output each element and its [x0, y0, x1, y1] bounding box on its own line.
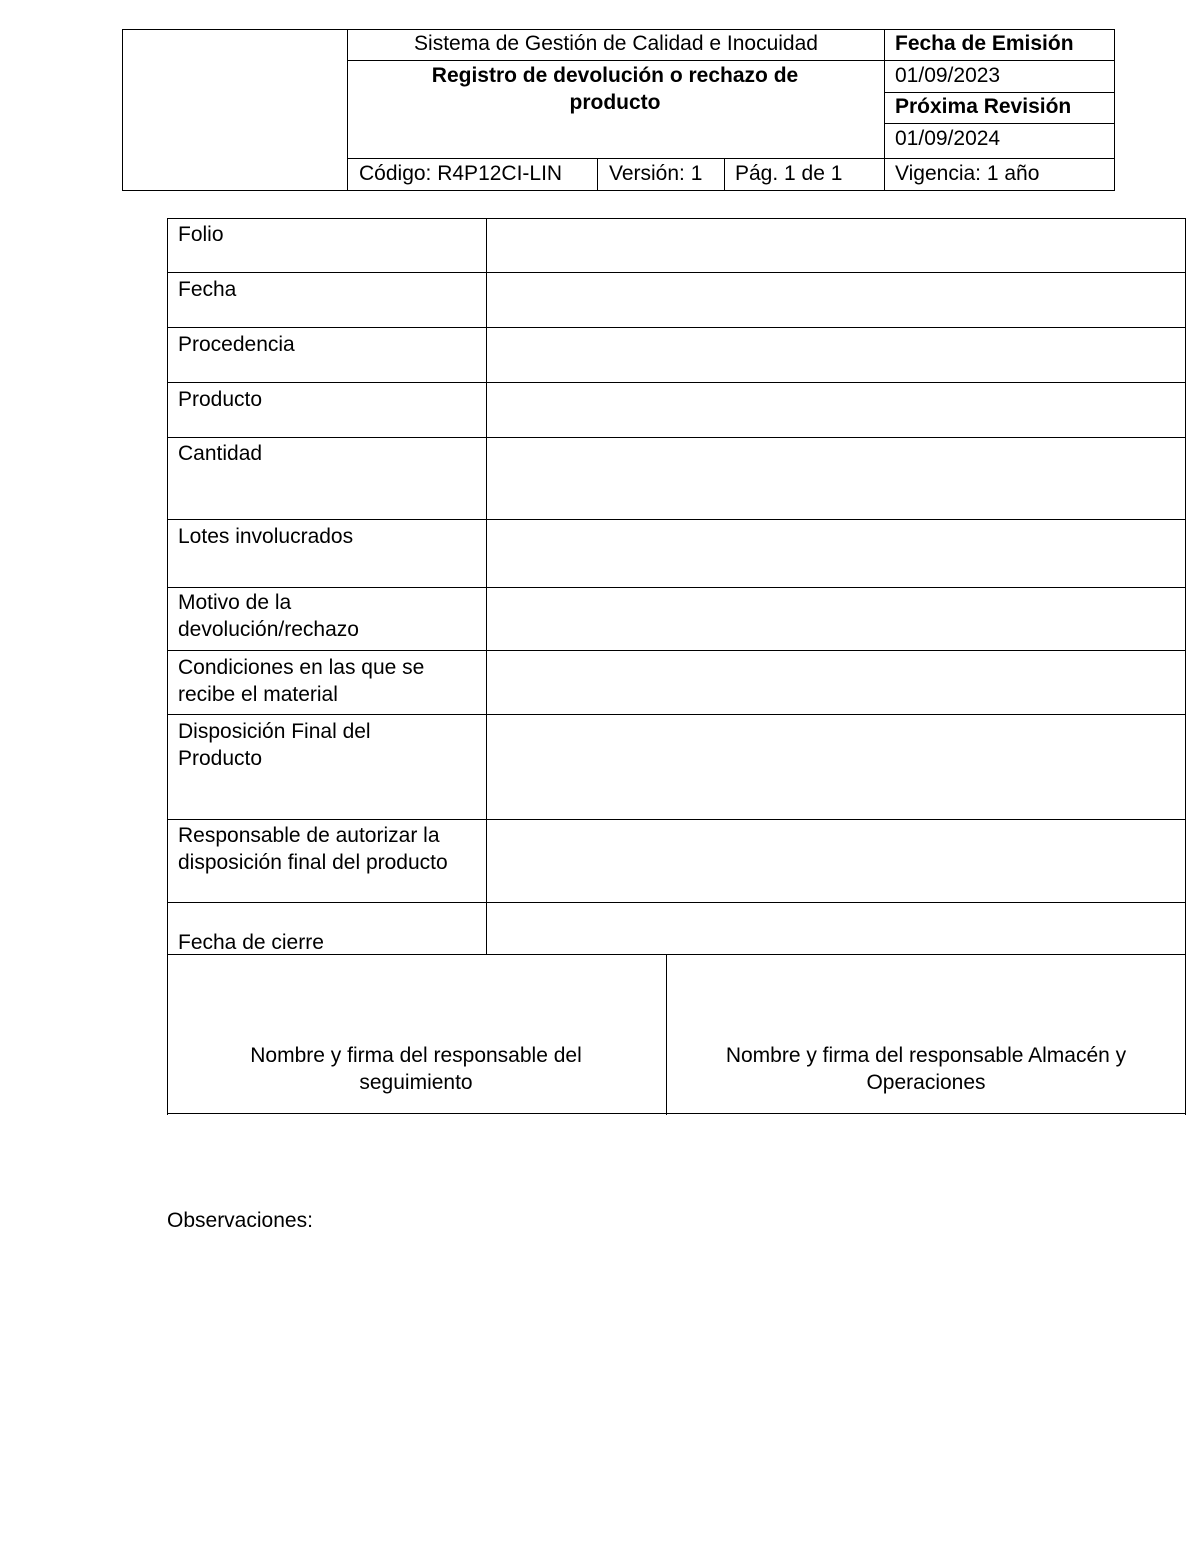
next-review-label: Próxima Revisión: [895, 95, 1072, 118]
field-label-folio: Folio: [178, 223, 224, 246]
field-value-producto[interactable]: [488, 384, 1184, 436]
emission-date: 01/09/2023: [895, 64, 1001, 87]
observations-label: Observaciones:: [167, 1209, 313, 1232]
field-label-lotes: Lotes involucrados: [178, 525, 354, 548]
field-value-fecha-cierre[interactable]: [488, 904, 1184, 953]
field-label-responsable: Responsable de autorizar la disposición final del producto: [178, 824, 448, 874]
document-title: Registro de devolución o rechazo de producto: [431, 64, 799, 114]
signature-right-label: Nombre y firma del responsable Almacén y Operaciones: [725, 1044, 1127, 1094]
next-review-date: 01/09/2024: [895, 127, 1001, 150]
field-label-producto: Producto: [178, 388, 263, 411]
system-name: Sistema de Gestión de Calidad e Inocuidad: [414, 32, 818, 55]
logo-placeholder: [124, 31, 346, 189]
document-version: Versión: 1: [609, 162, 703, 185]
field-value-fecha[interactable]: [488, 274, 1184, 326]
field-value-responsable[interactable]: [488, 821, 1184, 901]
page-number: Pág. 1 de 1: [735, 162, 843, 185]
field-label-condiciones: Condiciones en las que se recibe el material: [178, 656, 425, 706]
field-label-disposicion: Disposición Final del Producto: [178, 720, 371, 770]
field-label-fecha: Fecha: [178, 278, 237, 301]
document-code: Código: R4P12CI-LIN: [359, 162, 563, 185]
field-label-fecha-cierre: Fecha de cierre: [178, 931, 324, 954]
field-value-condiciones[interactable]: [488, 652, 1184, 713]
field-label-procedencia: Procedencia: [178, 333, 295, 356]
emission-label: Fecha de Emisión: [895, 32, 1074, 55]
field-label-cantidad: Cantidad: [178, 442, 263, 465]
field-value-disposicion[interactable]: [488, 716, 1184, 818]
field-value-folio[interactable]: [488, 220, 1184, 271]
field-label-motivo: Motivo de la devolución/rechazo: [178, 591, 359, 641]
validity: Vigencia: 1 año: [895, 162, 1040, 185]
field-value-procedencia[interactable]: [488, 329, 1184, 381]
signature-left-label: Nombre y firma del responsable del seguimiento: [250, 1044, 582, 1094]
field-value-lotes[interactable]: [488, 521, 1184, 586]
field-value-motivo[interactable]: [488, 589, 1184, 649]
field-value-cantidad[interactable]: [488, 439, 1184, 518]
